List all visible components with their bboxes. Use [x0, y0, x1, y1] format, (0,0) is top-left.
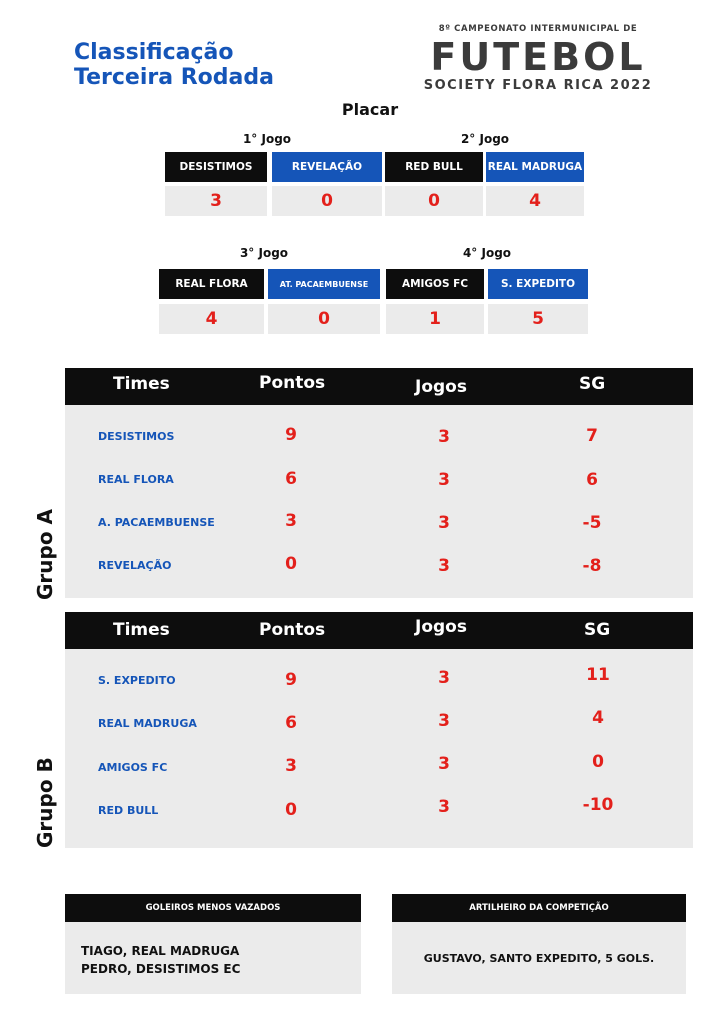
artilheiro-panel	[392, 922, 686, 994]
group-b-header	[65, 612, 693, 649]
sg-value: 4	[592, 708, 604, 728]
goleiros-line-2: PEDRO, DESISTIMOS EC	[81, 962, 241, 976]
pontos-value: 0	[285, 800, 297, 820]
game-1-away-score: 0	[272, 186, 382, 216]
header-sg: SG	[584, 620, 611, 640]
game-4-home-score: 1	[386, 304, 484, 334]
group-b-table	[65, 649, 693, 848]
group-b-label: Grupo B	[33, 757, 57, 848]
game-1-away-team: REVELAÇÃO	[272, 152, 382, 182]
game-4-label: 4° Jogo	[462, 246, 512, 260]
header-pontos: Pontos	[259, 620, 326, 640]
header-jogos: Jogos	[415, 617, 467, 637]
group-a-label: Grupo A	[33, 508, 57, 600]
header-pontos: Pontos	[259, 373, 326, 393]
title-line-1: Classificação	[74, 40, 234, 65]
pontos-value: 9	[285, 670, 297, 690]
goleiros-title: GOLEIROS MENOS VAZADOS	[65, 894, 361, 922]
game-2-label: 2° Jogo	[460, 132, 510, 146]
game-1-home-score: 3	[165, 186, 267, 216]
team-name: AMIGOS FC	[98, 761, 168, 774]
pontos-value: 9	[285, 425, 297, 445]
placar-heading: Placar	[341, 100, 399, 119]
group-a-table	[65, 405, 693, 598]
game-3-home-team: REAL FLORA	[159, 269, 264, 299]
team-name: DESISTIMOS	[98, 430, 175, 443]
jogos-value: 3	[438, 797, 450, 817]
jogos-value: 3	[438, 556, 450, 576]
header-times: Times	[113, 374, 170, 394]
game-2-away-score: 4	[486, 186, 584, 216]
brand-line-1: 8º CAMPEONATO INTERMUNICIPAL DE	[438, 24, 638, 34]
game-4-away-team: S. EXPEDITO	[488, 269, 588, 299]
championship-logo	[414, 24, 662, 93]
game-1-home-team: DESISTIMOS	[165, 152, 267, 182]
game-2-home-team: RED BULL	[385, 152, 483, 182]
game-3-away-team: AT. PACAEMBUENSE	[268, 269, 380, 299]
jogos-value: 3	[438, 754, 450, 774]
team-name: A. PACAEMBUENSE	[98, 516, 215, 529]
artilheiro-text: GUSTAVO, SANTO EXPEDITO, 5 GOLS.	[423, 951, 655, 965]
title-line-2: Terceira Rodada	[74, 65, 274, 90]
sg-value: -10	[582, 795, 614, 815]
jogos-value: 3	[438, 513, 450, 533]
group-a-header	[65, 368, 693, 405]
game-3-label: 3° Jogo	[239, 246, 289, 260]
team-name: REAL FLORA	[98, 473, 174, 486]
pontos-value: 3	[285, 756, 297, 776]
jogos-value: 3	[438, 427, 450, 447]
jogos-value: 3	[438, 470, 450, 490]
pontos-value: 3	[285, 511, 297, 531]
team-name: S. EXPEDITO	[98, 674, 176, 687]
sg-value: 6	[586, 470, 598, 490]
goleiros-panel	[65, 922, 361, 994]
pontos-value: 6	[285, 469, 297, 489]
jogos-value: 3	[438, 711, 450, 731]
game-3-home-score: 4	[159, 304, 264, 334]
sg-value: -8	[582, 556, 602, 576]
goleiros-line-1: TIAGO, REAL MADRUGA	[81, 944, 240, 958]
game-2-away-team: REAL MADRUGA	[486, 152, 584, 182]
game-3-away-score: 0	[268, 304, 380, 334]
team-name: REAL MADRUGA	[98, 717, 197, 730]
artilheiro-title: ARTILHEIRO DA COMPETIÇÃO	[392, 894, 686, 922]
team-name: RED BULL	[98, 804, 159, 817]
game-1-label: 1° Jogo	[242, 132, 292, 146]
sg-value: -5	[582, 513, 602, 533]
sg-value: 11	[586, 665, 610, 685]
header-sg: SG	[579, 374, 606, 394]
team-name: REVELAÇÃO	[98, 559, 172, 572]
pontos-value: 0	[285, 554, 297, 574]
header-jogos: Jogos	[415, 377, 467, 397]
game-4-away-score: 5	[488, 304, 588, 334]
pontos-value: 6	[285, 713, 297, 733]
game-4-home-team: AMIGOS FC	[386, 269, 484, 299]
page-title	[74, 40, 274, 90]
jogos-value: 3	[438, 668, 450, 688]
sg-value: 7	[586, 426, 598, 446]
sg-value: 0	[592, 752, 604, 772]
brand-line-2: FUTEBOL	[430, 35, 646, 79]
brand-line-3: SOCIETY FLORA RICA 2022	[423, 78, 653, 93]
game-2-home-score: 0	[385, 186, 483, 216]
header-times: Times	[113, 620, 170, 640]
